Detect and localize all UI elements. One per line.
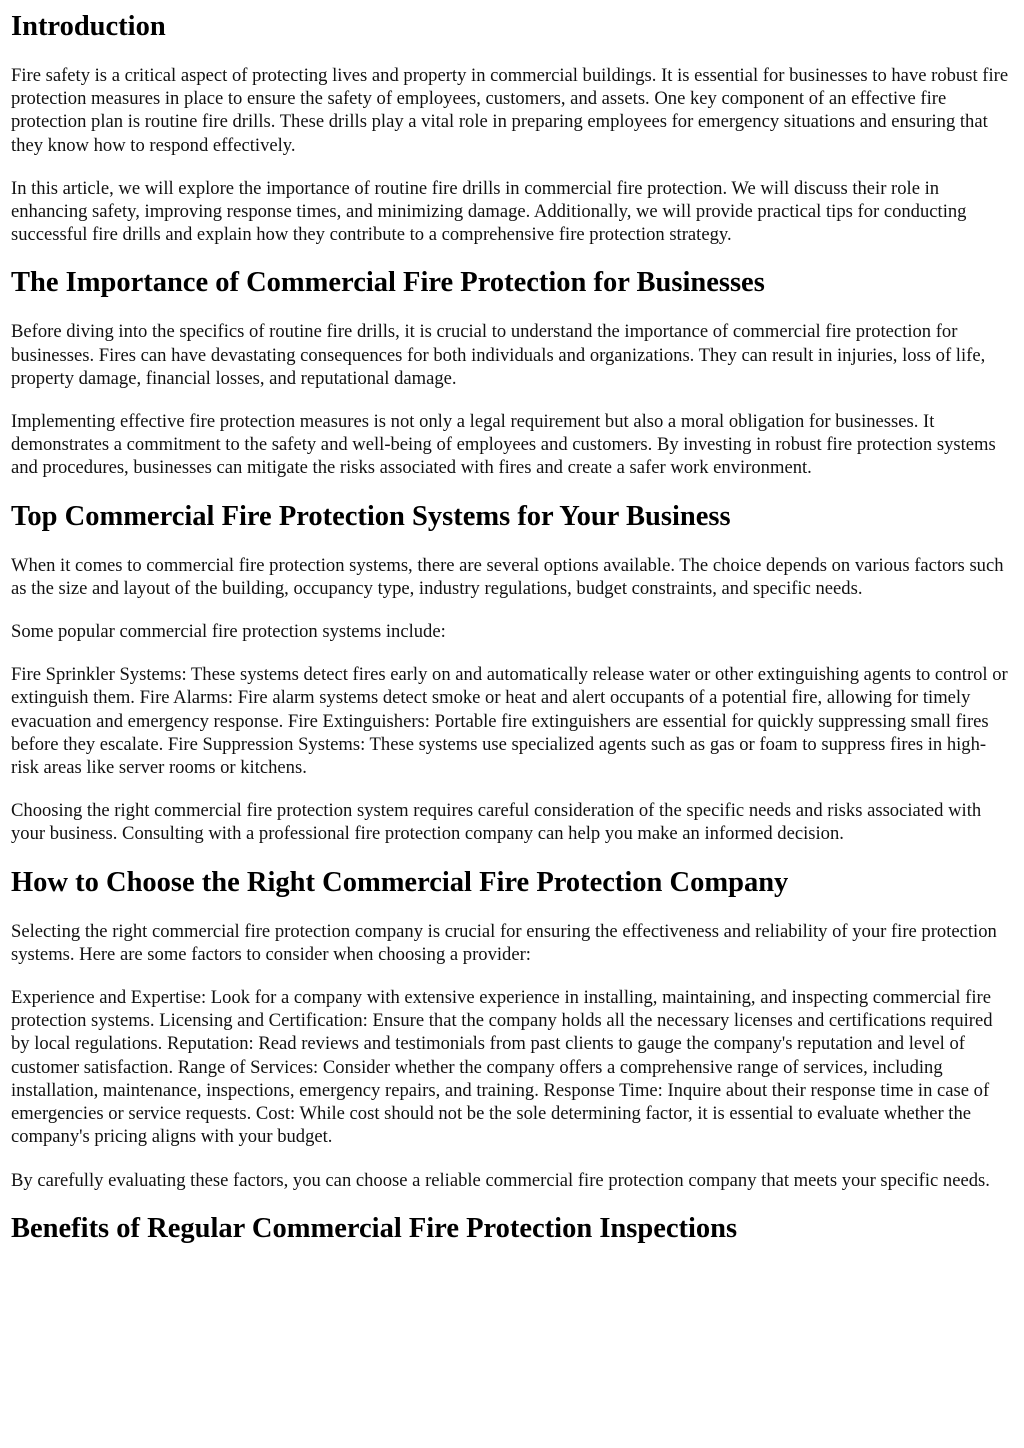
paragraph: When it comes to commercial fire protection systems, there are several options available. The choice depends on various factors such as the size and layout of the building, occupancy type, industry regulations, budget constraints, and specific needs. (11, 554, 1004, 599)
section-importance-of-fire-protection (11, 266, 1012, 479)
paragraph: Selecting the right commercial fire protection company is crucial for ensuring the effectiveness and reliability of your fire protection systems. Here are some factors to consider when choosing a provider: (11, 920, 997, 965)
section-introduction (11, 0, 1012, 246)
section-heading: Benefits of Regular Commercial Fire Protection Inspections (11, 1212, 738, 1244)
section-heading: Top Commercial Fire Protection Systems for Your Business (11, 500, 731, 532)
section-heading: The Importance of Commercial Fire Protection for Businesses (11, 267, 765, 299)
section-top-fire-protection-systems (11, 500, 1012, 846)
paragraph: Choosing the right commercial fire protection system requires careful consideration of the specific needs and risks associated with your business. Consulting with a professional fire protection company can help you make an informed decision. (11, 800, 982, 845)
paragraph: Experience and Expertise: Look for a company with extensive experience in installing, maintaining, and inspecting commercial fire protection systems. Licensing and Certification: Ensure that the company holds all the necessary licenses and certifications required by local regulations. Reputation: Read reviews and testimonials from past clients to gauge the company's reputation and level of customer satisfaction. Range of Services: Consider whether the company offers a comprehensive range of services, including installation, maintenance, inspections, emergency repairs, and training. Response Time: Inquire about their response time in case of emergencies or service requests. Cost: While cost should not be the sole determining factor, it is essential to evaluate whether the company's pricing aligns with your budget. (11, 987, 993, 1148)
paragraph: Fire safety is a critical aspect of protecting lives and property in commercial buildings. It is essential for businesses to have robust fire protection measures in place to ensure the safety of employees, customers, and assets. One key component of an effective fire protection plan is routine fire drills. These drills play a vital role in preparing employees for emergency situations and ensuring that they know how to respond effectively. (11, 65, 1009, 156)
section-choose-fire-protection-company (11, 866, 1012, 1192)
paragraph: Before diving into the specifics of routine fire drills, it is crucial to understand the importance of commercial fire protection for businesses. Fires can have devastating consequences for both individuals and organizations. They can result in injuries, loss of life, property damage, financial losses, and reputational damage. (11, 321, 986, 389)
section-heading: How to Choose the Right Commercial Fire Protection Company (11, 866, 789, 898)
paragraph: In this article, we will explore the importance of routine fire drills in commercial fire protection. We will discuss their role in enhancing safety, improving response times, and minimizing damage. Additionally, we will provide practical tips for conducting successful fire drills and explain how they contribute to a comprehensive fire protection strategy. (11, 177, 967, 246)
paragraph: By carefully evaluating these factors, you can choose a reliable commercial fire protection company that meets your specific needs. (11, 1169, 990, 1191)
paragraph: Fire Sprinkler Systems: These systems detect fires early on and automatically release water or other extinguishing agents to control or extinguish them. Fire Alarms: Fire alarm systems detect smoke or heat and alert occupants of a potential fire, allowing for timely evacuation and emergency response. Fire Extinguishers: Portable fire extinguishers are essential for quickly suppressing small fires before they escalate. Fire Suppression Systems: These systems use specialized agents such as gas or foam to suppress fires in high-risk areas like server rooms or kitchens. (11, 664, 1008, 779)
paragraph: Some popular commercial fire protection systems include: (11, 621, 446, 643)
section-benefits-of-inspections (11, 1212, 1012, 1246)
paragraph: Implementing effective fire protection measures is not only a legal requirement but also a moral obligation for businesses. It demonstrates a commitment to the safety and well-being of employees and customers. By investing in robust fire protection systems and procedures, businesses can mitigate the risks associated with fires and create a safer work environment. (11, 411, 996, 479)
section-heading: Introduction (11, 11, 166, 42)
